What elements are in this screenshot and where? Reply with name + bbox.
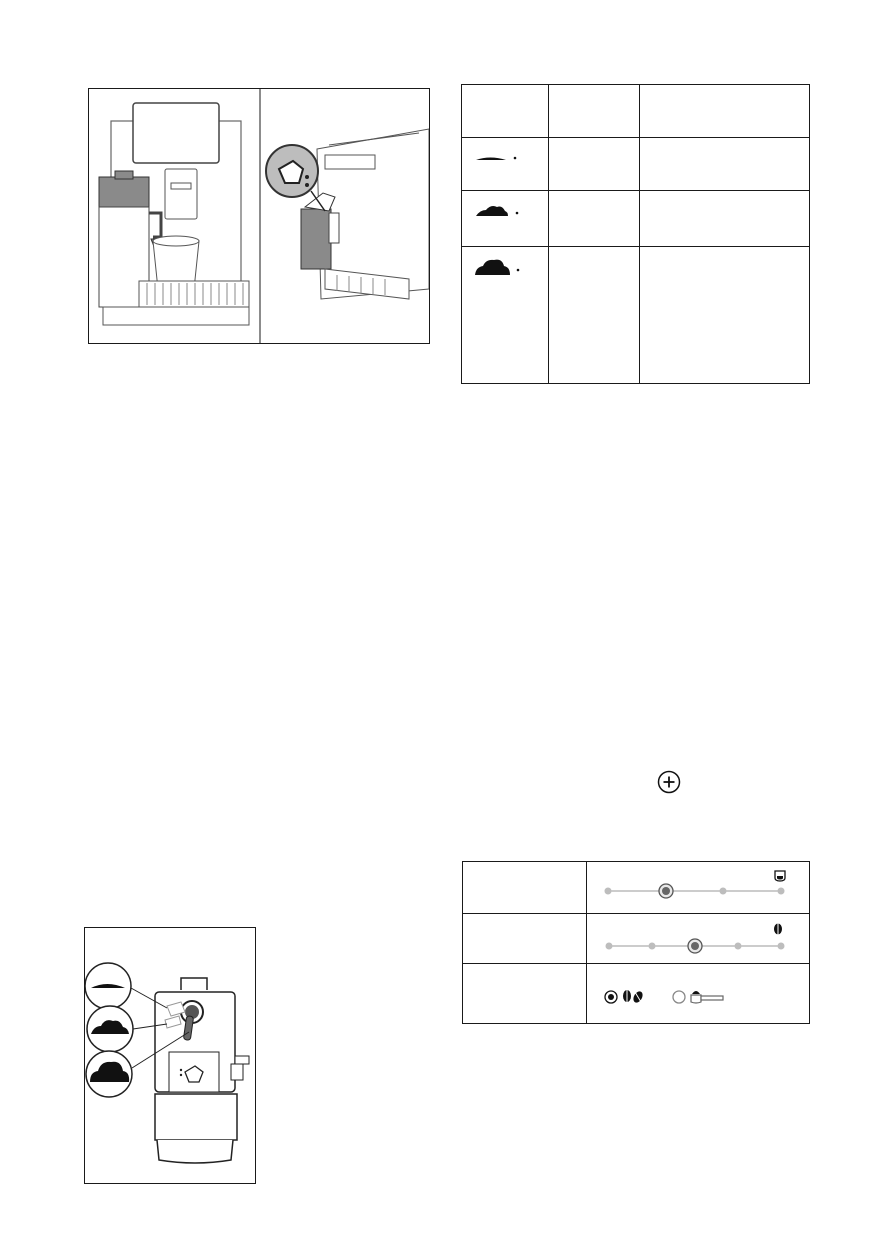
slider-step	[720, 888, 727, 895]
aroma-slider-cell	[587, 914, 810, 964]
bean-source-cell	[587, 964, 810, 1024]
froth-level-table	[461, 84, 810, 384]
froth-medium-icon	[472, 201, 522, 221]
table-cell	[549, 247, 640, 384]
table-row	[462, 247, 810, 384]
quantity-slider	[587, 862, 809, 914]
table-row	[463, 914, 810, 964]
slider-step-dot	[662, 887, 670, 895]
machine-milk-carafe-figure	[88, 88, 430, 344]
table-cell	[640, 138, 810, 191]
plus-circle-icon	[657, 770, 681, 794]
froth-icon-cell	[462, 138, 549, 191]
slider-step	[778, 888, 785, 895]
table-row	[462, 138, 810, 191]
pre-ground-scoop-icon	[691, 991, 723, 1003]
header-cell	[462, 85, 549, 138]
froth-dial-illustration	[85, 928, 255, 1183]
radio-unselected-icon	[673, 991, 685, 1003]
froth-dial-figure	[84, 927, 256, 1184]
setting-label-cell	[463, 862, 587, 914]
cup-quantity-icon	[775, 871, 785, 881]
table-header-row	[462, 85, 810, 138]
table-row	[463, 862, 810, 914]
setting-label-cell	[463, 964, 587, 1024]
beverage-settings-table	[462, 861, 810, 1024]
coffee-bean-aroma-icon	[774, 924, 782, 935]
slider-step-dot	[691, 942, 699, 950]
bean-source-options	[587, 964, 809, 1024]
table-cell	[640, 247, 810, 384]
slider-step	[735, 943, 742, 950]
table-row	[463, 964, 810, 1024]
aroma-slider	[587, 914, 809, 964]
setting-label-cell	[463, 914, 587, 964]
pre-ground-option	[673, 991, 723, 1003]
carafe-clean-drop-icon	[266, 145, 318, 197]
slider-step	[649, 943, 656, 950]
froth-icon-cell	[462, 191, 549, 247]
table-row	[462, 191, 810, 247]
froth-max-icon	[472, 257, 522, 279]
slider-step	[606, 943, 613, 950]
froth-icon-cell	[462, 247, 549, 384]
table-cell	[549, 191, 640, 247]
froth-min-icon	[472, 148, 522, 168]
machine-milk-carafe-illustration	[89, 89, 429, 343]
slider-step	[605, 888, 612, 895]
quantity-slider-cell	[587, 862, 810, 914]
table-cell	[549, 138, 640, 191]
beans-option	[605, 990, 644, 1004]
beans-icon	[623, 990, 644, 1004]
table-cell	[640, 191, 810, 247]
slider-step	[778, 943, 785, 950]
header-cell	[549, 85, 640, 138]
display-screen-icon	[133, 103, 219, 163]
header-cell	[640, 85, 810, 138]
